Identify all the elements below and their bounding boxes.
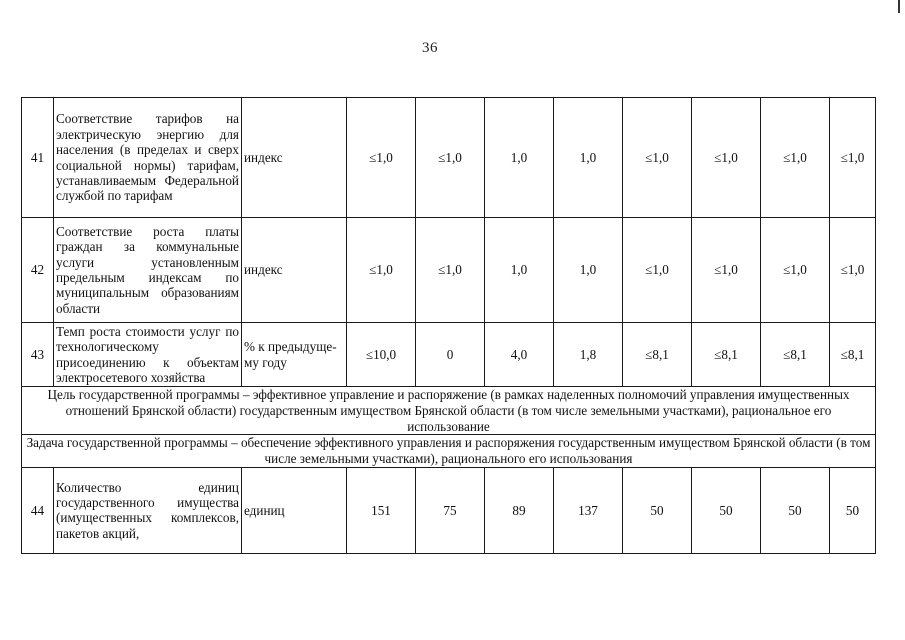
value-cell: 0: [416, 323, 485, 387]
row-number: 42: [22, 218, 54, 323]
value-cell: 151: [347, 467, 416, 553]
value-cell: ≤1,0: [830, 98, 876, 218]
value-cell: ≤8,1: [623, 323, 692, 387]
table-row: [22, 98, 876, 218]
table-row: [22, 387, 876, 435]
program-goal: Цель государственной программы – эффективное управление и распоряжение (в рамках наделенных полномочий управления имущественных отношений Брянской области) государственным имуществом Брянской области (в том числе земельными участками), рациональное его использование: [22, 387, 876, 435]
value-cell: ≤1,0: [416, 98, 485, 218]
row-number: 41: [22, 98, 54, 218]
value-cell: ≤1,0: [623, 98, 692, 218]
value-cell: ≤1,0: [761, 98, 830, 218]
table-row: [22, 218, 876, 323]
program-task: Задача государственной программы – обеспечение эффективного управления и распоряжения государственным имуществом Брянской области (в том числе земельными участками), рационального его использования: [22, 435, 876, 468]
value-cell: ≤1,0: [692, 98, 761, 218]
value-cell: ≤1,0: [623, 218, 692, 323]
value-cell: ≤8,1: [830, 323, 876, 387]
value-cell: 50: [692, 467, 761, 553]
unit-cell: % к предыдуще-му году: [242, 323, 347, 387]
table-row: [22, 435, 876, 468]
value-cell: ≤1,0: [761, 218, 830, 323]
value-cell: 137: [554, 467, 623, 553]
value-cell: ≤1,0: [830, 218, 876, 323]
value-cell: 50: [623, 467, 692, 553]
value-cell: 50: [830, 467, 876, 553]
row-number: 43: [22, 323, 54, 387]
row-number: 44: [22, 467, 54, 553]
value-cell: ≤8,1: [761, 323, 830, 387]
value-cell: 1,0: [485, 218, 554, 323]
table-row: [22, 323, 876, 387]
indicator-name: Количество единиц государственного имущества (имущественных комплексов, пакетов акций,: [54, 467, 242, 553]
unit-cell: индекс: [242, 218, 347, 323]
unit-cell: единиц: [242, 467, 347, 553]
page-number: 36: [422, 40, 438, 56]
value-cell: 89: [485, 467, 554, 553]
value-cell: 1,0: [554, 98, 623, 218]
value-cell: 1,8: [554, 323, 623, 387]
value-cell: 1,0: [485, 98, 554, 218]
indicator-name: Соответствие тарифов на электрическую энергию для населения (в пределах и сверх социальной нормы) тарифам, устанавливаемым Федеральной службой по тарифам: [54, 98, 242, 218]
value-cell: ≤1,0: [692, 218, 761, 323]
value-cell: 1,0: [554, 218, 623, 323]
value-cell: ≤1,0: [416, 218, 485, 323]
indicator-name: Соответствие роста платы граждан за коммунальные услуги установленным предельным индексам по муниципальным образованиям области: [54, 218, 242, 323]
value-cell: 75: [416, 467, 485, 553]
value-cell: ≤1,0: [347, 98, 416, 218]
table-row: [22, 467, 876, 553]
value-cell: ≤10,0: [347, 323, 416, 387]
value-cell: ≤8,1: [692, 323, 761, 387]
indicators-table: [21, 97, 876, 554]
value-cell: ≤1,0: [347, 218, 416, 323]
scan-edge-mark: [898, 0, 900, 13]
value-cell: 50: [761, 467, 830, 553]
indicator-name: Темп роста стоимости услуг по технологическому присоединению к объектам электросетевого хозяйства: [54, 323, 242, 387]
unit-cell: индекс: [242, 98, 347, 218]
value-cell: 4,0: [485, 323, 554, 387]
